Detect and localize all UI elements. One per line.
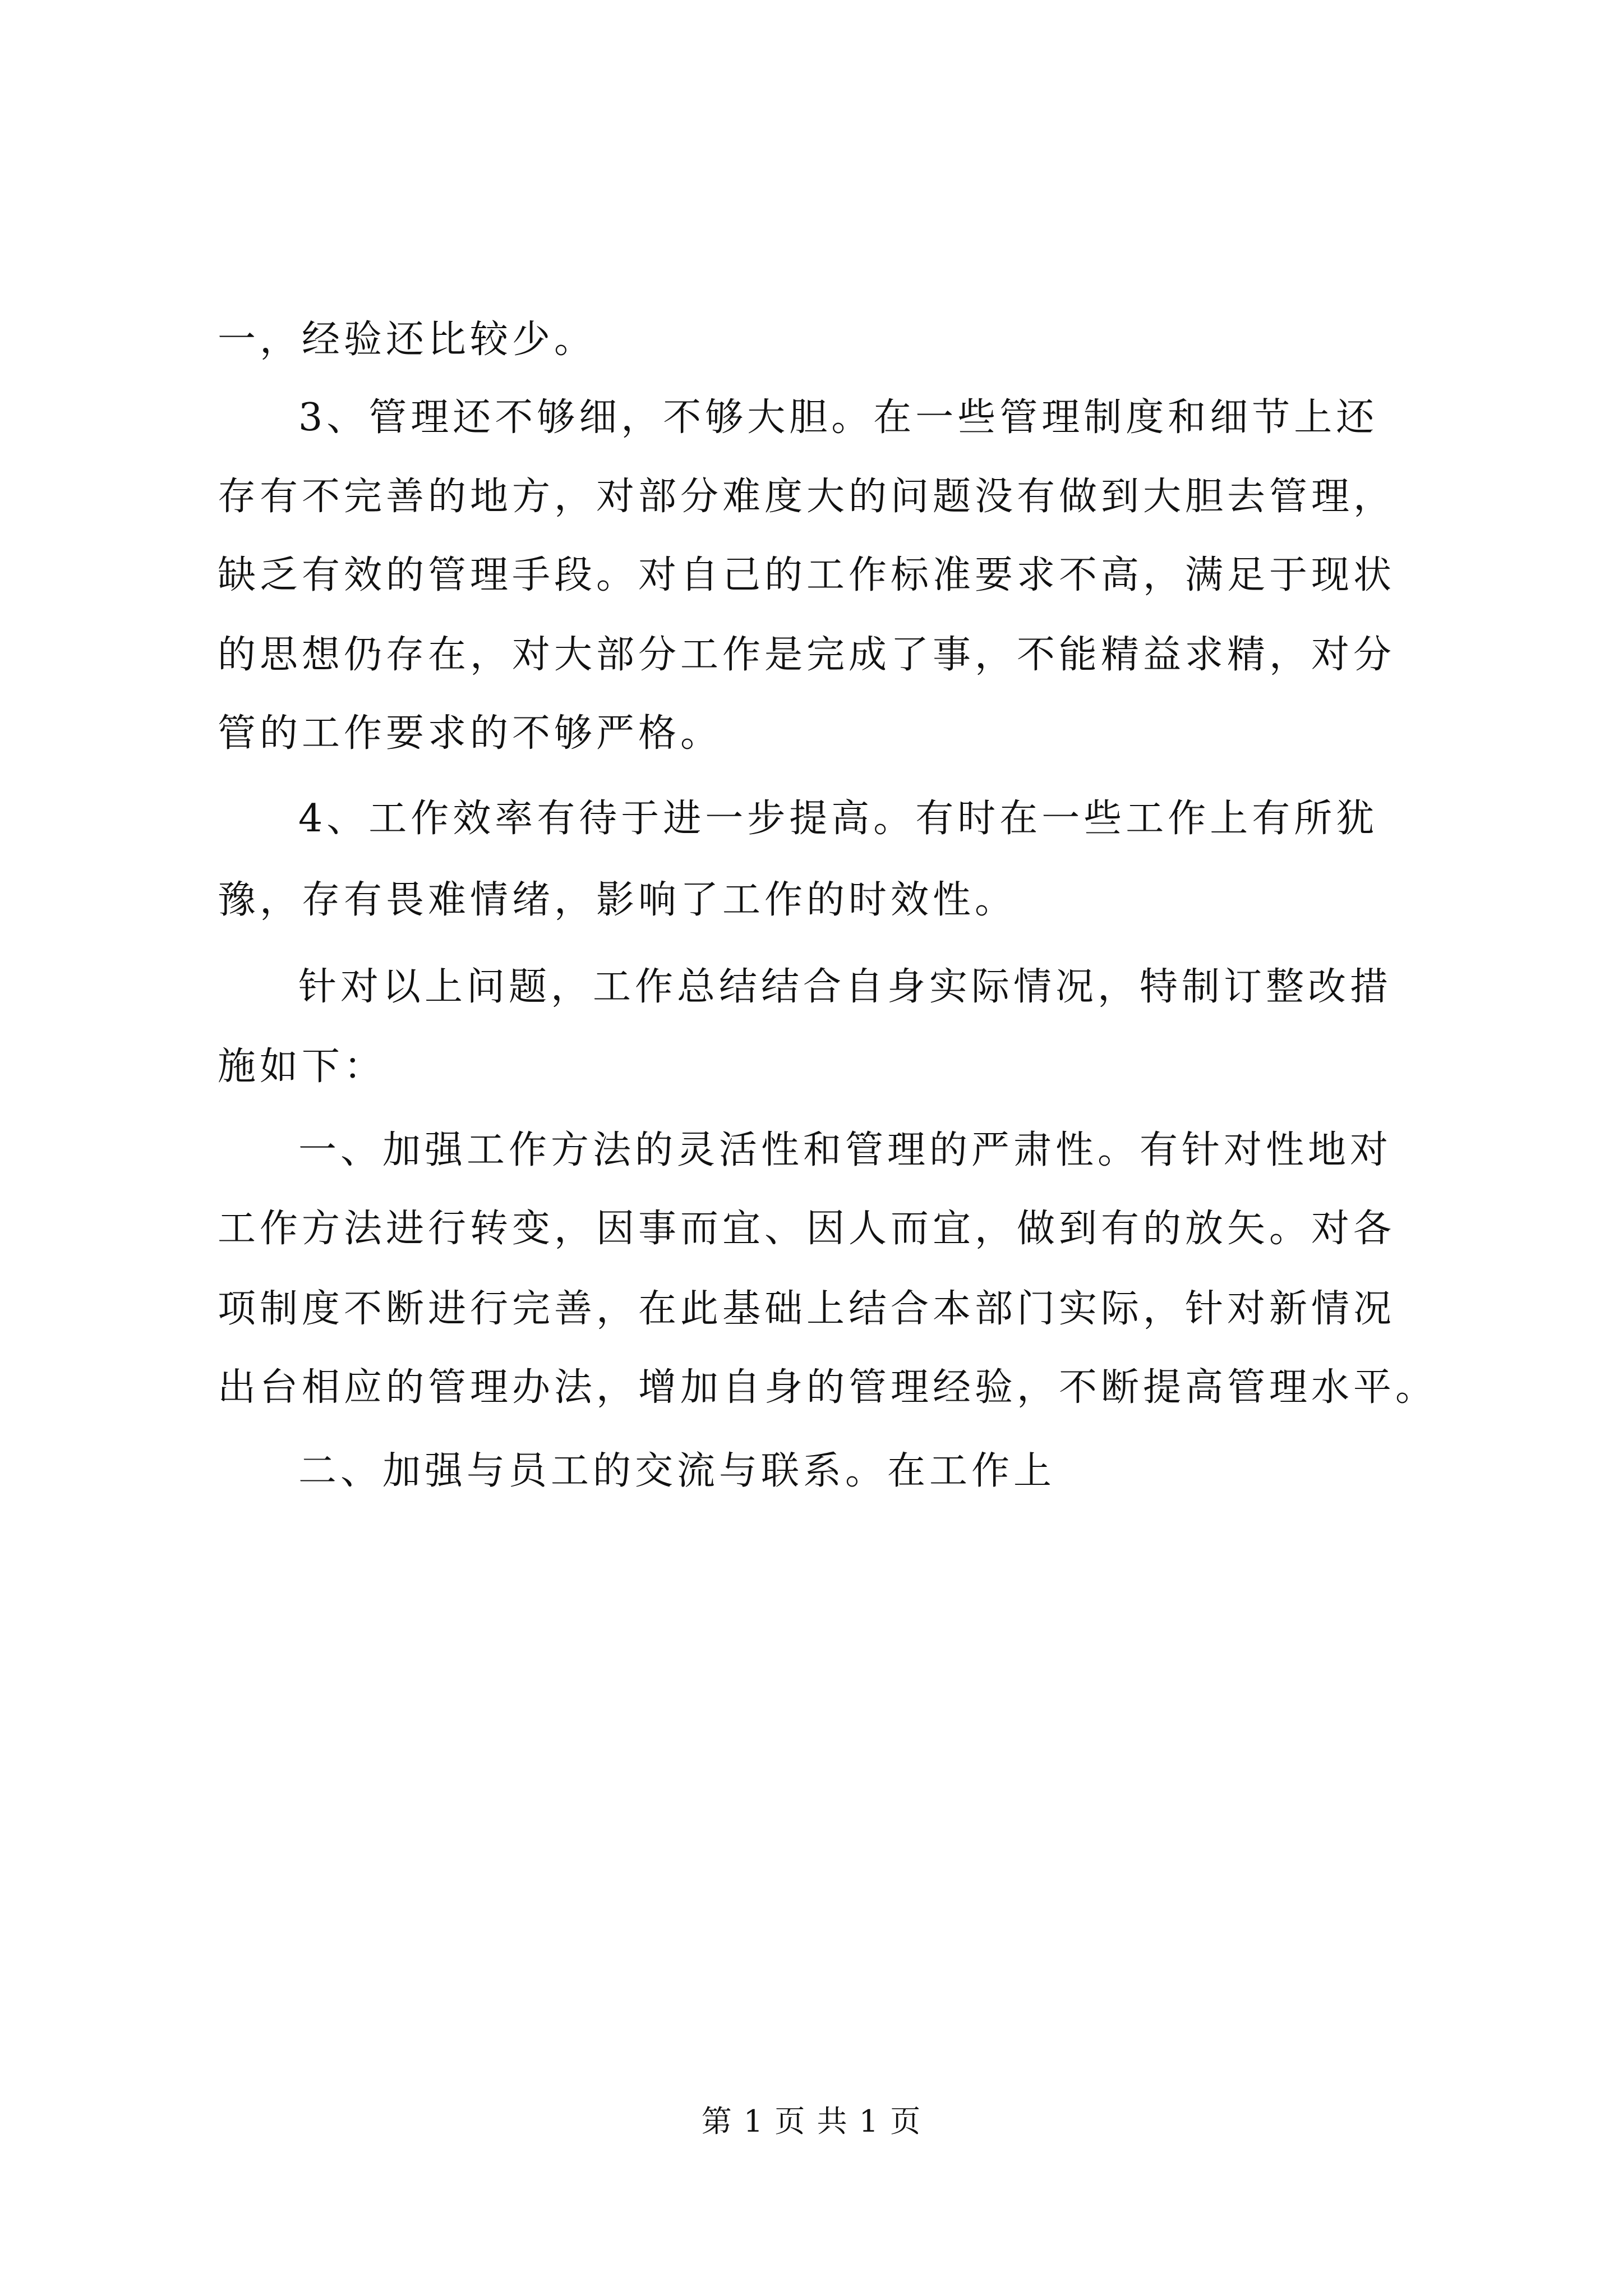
text-line-10: 施如下： [218, 1045, 386, 1089]
text-line-1: 一，经验还比较少。 [218, 318, 597, 362]
text-line-11: 一、加强工作方法的灵活性和管理的严肃性。有针对性地对 [298, 1128, 1393, 1172]
text-line-6: 管的工作要求的不够严格。 [218, 711, 723, 756]
text-line-4: 缺乏有效的管理手段。对自己的工作标准要求不高，满足于现状 [218, 553, 1396, 597]
text-line-5: 的思想仍存在，对大部分工作是完成了事，不能精益求精，对分 [218, 633, 1396, 677]
page-footer: 第 1 页 共 1 页 [701, 2104, 922, 2139]
text-line-12: 工作方法进行转变，因事而宜、因人而宜，做到有的放矢。对各 [218, 1207, 1396, 1251]
text-line-7: 4、工作效率有待于进一步提高。有时在一些工作上有所犹 [298, 797, 1378, 841]
text-line-15: 二、加强与员工的交流与联系。在工作上 [298, 1449, 1056, 1493]
text-line-13: 项制度不断进行完善，在此基础上结合本部门实际，针对新情况 [218, 1287, 1396, 1331]
text-line-14: 出台相应的管理办法，增加自身的管理经验，不断提高管理水平。 [218, 1365, 1438, 1410]
text-line-8: 豫，存有畏难情绪，影响了工作的时效性。 [218, 878, 1017, 922]
text-line-9: 针对以上问题，工作总结结合自身实际情况，特制订整改措 [298, 965, 1393, 1009]
text-line-3: 存有不完善的地方，对部分难度大的问题没有做到大胆去管理， [218, 475, 1396, 519]
text-line-2: 3、管理还不够细，不够大胆。在一些管理制度和细节上还 [298, 395, 1378, 440]
